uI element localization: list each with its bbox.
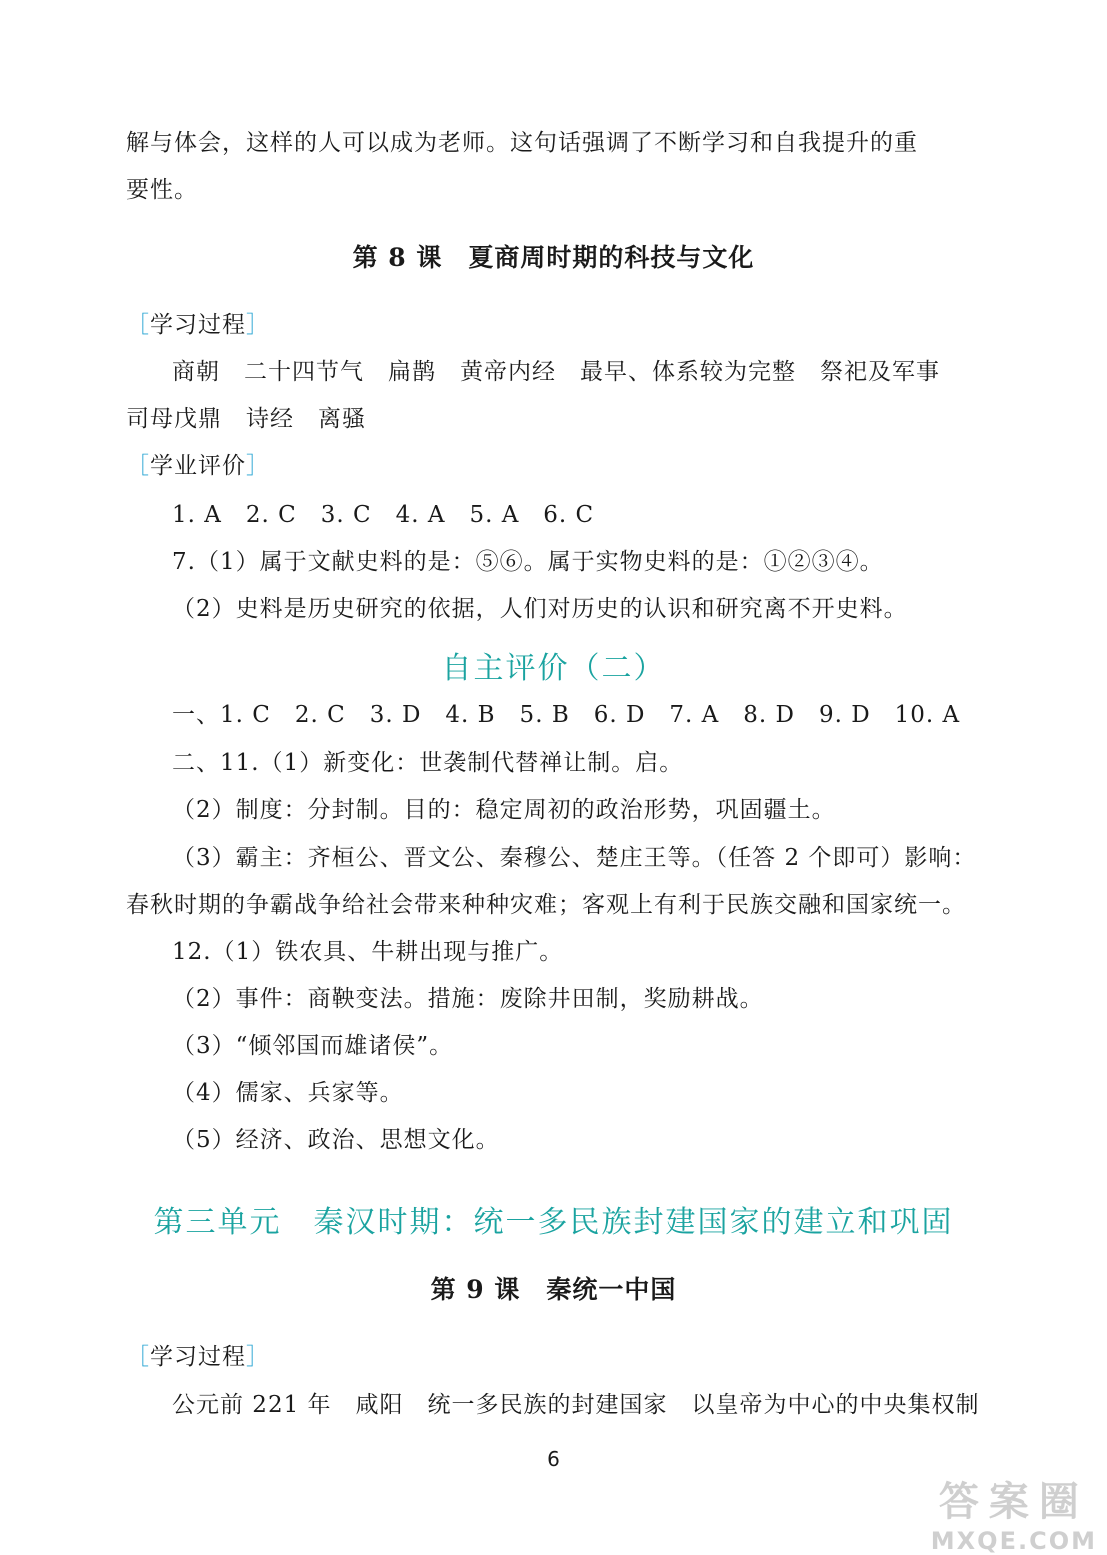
review2-title: 自主评价（二）: [441, 651, 666, 686]
review2-q11-part2: （2）制度：分封制。目的：稳定周初的政治形势，巩固疆土。: [172, 797, 836, 823]
lesson8-process-line-2: 司母戊鼎 诗经 离骚: [126, 406, 366, 432]
lesson8-title: 第 8 课 夏商周时期的科技与文化: [352, 243, 755, 272]
review2-q11-part4: 春秋时期的争霸战争给社会带来种种灾难；客观上有利于民族交融和国家统一。: [126, 892, 966, 918]
review2-multiple-choice: 一、1. C 2. C 3. D 4. B 5. B 6. D 7. A 8. D 9. D 10. A: [172, 702, 961, 728]
review2-q11-part1: 二、11.（1）新变化：世袭制代替禅让制。启。: [172, 750, 684, 776]
lesson8-section-eval: ［学业评价］: [126, 453, 270, 479]
review2-q12-part4: （4）儒家、兵家等。: [172, 1080, 404, 1106]
review2-q12-part3: （3）“倾邻国而雄诸侯”。: [172, 1033, 454, 1059]
lesson8-section-process: ［学习过程］: [126, 312, 270, 338]
watermark: [931, 1470, 1097, 1555]
lesson8-q7-part2: （2）史料是历史研究的依据，人们对历史的认识和研究离不开史料。: [172, 596, 908, 622]
lesson9-section-process: ［学习过程］: [126, 1344, 270, 1370]
watermark-url: MXQE.COM: [930, 1527, 1097, 1555]
review2-q12-part2: （2）事件：商鞅变法。措施：废除井田制，奖励耕战。: [172, 986, 764, 1012]
section-label: 学业评价: [150, 453, 246, 479]
page-number: 6: [547, 1447, 560, 1471]
unit3-title: 第三单元 秦汉时期：统一多民族封建国家的建立和巩固: [153, 1205, 954, 1240]
review2-q12-part5: （5）经济、政治、思想文化。: [172, 1127, 500, 1153]
review2-q11-part3: （3）霸主：齐桓公、晋文公、秦穆公、楚庄王等。（任答 2 个即可）影响：: [172, 845, 977, 871]
intro-line-2: 要性。: [126, 177, 198, 203]
lesson8-q7-part1: 7.（1）属于文献史料的是：⑤⑥。属于实物史料的是：①②③④。: [172, 549, 884, 575]
lesson8-answers: 1. A 2. C 3. C 4. A 5. A 6. C: [172, 502, 595, 528]
section-label: 学习过程: [150, 312, 246, 338]
watermark-logo: 答案圈: [938, 1479, 1089, 1525]
lesson9-title: 第 9 课 秦统一中国: [430, 1275, 677, 1304]
section-label: 学习过程: [150, 1344, 246, 1370]
lesson9-process-line-1: 公元前 221 年 咸阳 统一多民族的封建国家 以皇帝为中心的中央集权制: [172, 1392, 980, 1418]
intro-line-1: 解与体会，这样的人可以成为老师。这句话强调了不断学习和自我提升的重: [126, 130, 918, 156]
review2-q12-part1: 12.（1）铁农具、牛耕出现与推广。: [172, 939, 564, 965]
lesson8-process-line-1: 商朝 二十四节气 扁鹊 黄帝内经 最早、体系较为完整 祭祀及军事: [172, 359, 940, 385]
